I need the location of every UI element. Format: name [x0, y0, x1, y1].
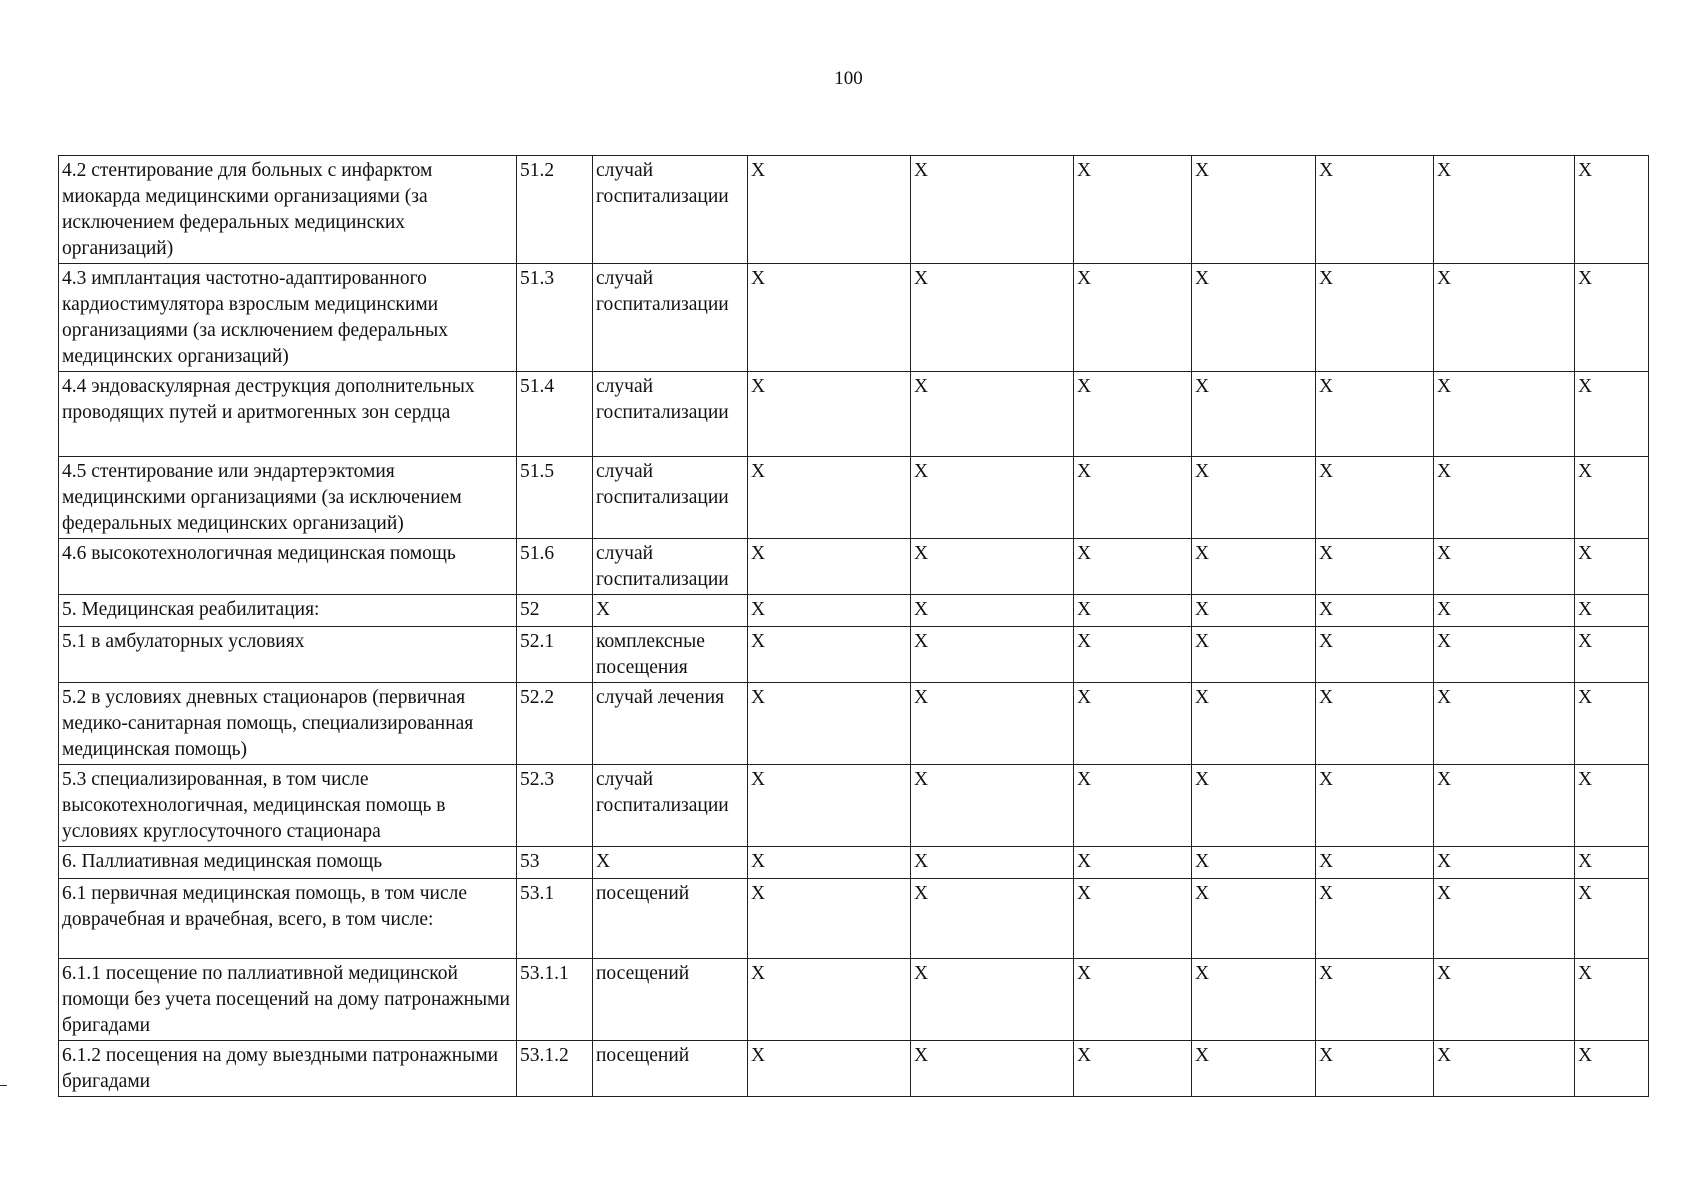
x-cell: X	[911, 457, 1074, 539]
row-name-cell: 4.2 стентирование для больных с инфарктом миокарда медицинскими организациями (за исключением федеральных медицинских организаций)	[59, 156, 517, 264]
x-cell: X	[1074, 765, 1192, 847]
x-cell: X	[911, 765, 1074, 847]
row-code-cell: 51.6	[517, 539, 593, 595]
table-row	[59, 1041, 1649, 1097]
row-code-cell: 53	[517, 847, 593, 879]
table-row	[59, 879, 1649, 959]
row-name-cell: 4.3 имплантация частотно-адаптированного кардиостимулятора взрослым медицинскими организациями (за исключением федеральных медицинских организаций)	[59, 264, 517, 372]
x-cell: X	[1575, 457, 1649, 539]
row-unit-cell: X	[593, 847, 748, 879]
table-row	[59, 683, 1649, 765]
x-cell: X	[1192, 765, 1316, 847]
x-cell: X	[1316, 1041, 1434, 1097]
x-cell: X	[1575, 847, 1649, 879]
x-cell: X	[1434, 879, 1575, 959]
x-cell: X	[1074, 539, 1192, 595]
x-cell: X	[911, 539, 1074, 595]
row-unit-cell: случай лечения	[593, 683, 748, 765]
x-cell: X	[1192, 847, 1316, 879]
x-cell: X	[748, 683, 911, 765]
x-cell: X	[1074, 959, 1192, 1041]
row-code-cell: 52.1	[517, 627, 593, 683]
table-row	[59, 595, 1649, 627]
x-cell: X	[1316, 683, 1434, 765]
x-cell: X	[1074, 1041, 1192, 1097]
x-cell: X	[1575, 595, 1649, 627]
margin-mark	[0, 1085, 7, 1086]
x-cell: X	[1192, 879, 1316, 959]
x-cell: X	[748, 539, 911, 595]
row-name-cell: 5. Медицинская реабилитация:	[59, 595, 517, 627]
x-cell: X	[1316, 156, 1434, 264]
row-code-cell: 51.5	[517, 457, 593, 539]
row-code-cell: 51.2	[517, 156, 593, 264]
row-code-cell: 52.3	[517, 765, 593, 847]
row-unit-cell: посещений	[593, 879, 748, 959]
x-cell: X	[748, 156, 911, 264]
x-cell: X	[1316, 847, 1434, 879]
x-cell: X	[1316, 595, 1434, 627]
x-cell: X	[1316, 879, 1434, 959]
x-cell: X	[748, 1041, 911, 1097]
x-cell: X	[1316, 627, 1434, 683]
x-cell: X	[748, 847, 911, 879]
x-cell: X	[1434, 156, 1575, 264]
table-row	[59, 457, 1649, 539]
x-cell: X	[1074, 156, 1192, 264]
x-cell: X	[748, 627, 911, 683]
x-cell: X	[1434, 959, 1575, 1041]
table-row	[59, 959, 1649, 1041]
x-cell: X	[1575, 879, 1649, 959]
x-cell: X	[1316, 765, 1434, 847]
x-cell: X	[1575, 539, 1649, 595]
x-cell: X	[1575, 765, 1649, 847]
x-cell: X	[911, 1041, 1074, 1097]
row-code-cell: 53.1	[517, 879, 593, 959]
x-cell: X	[911, 264, 1074, 372]
x-cell: X	[1575, 264, 1649, 372]
data-table	[58, 155, 1649, 1097]
x-cell: X	[748, 264, 911, 372]
row-code-cell: 51.4	[517, 372, 593, 457]
row-name-cell: 5.1 в амбулаторных условиях	[59, 627, 517, 683]
table-row	[59, 156, 1649, 264]
row-name-cell: 6. Паллиативная медицинская помощь	[59, 847, 517, 879]
row-unit-cell: комплексные посещения	[593, 627, 748, 683]
x-cell: X	[1074, 457, 1192, 539]
x-cell: X	[1434, 372, 1575, 457]
row-name-cell: 5.3 специализированная, в том числе высокотехнологичная, медицинская помощь в условиях круглосуточного стационара	[59, 765, 517, 847]
x-cell: X	[1074, 595, 1192, 627]
x-cell: X	[1434, 765, 1575, 847]
table-row	[59, 372, 1649, 457]
x-cell: X	[1434, 539, 1575, 595]
x-cell: X	[1192, 156, 1316, 264]
row-name-cell: 6.1.1 посещение по паллиативной медицинской помощи без учета посещений на дому патронажными бригадами	[59, 959, 517, 1041]
x-cell: X	[1434, 595, 1575, 627]
row-unit-cell: случай госпитализации	[593, 156, 748, 264]
x-cell: X	[911, 683, 1074, 765]
x-cell: X	[911, 372, 1074, 457]
row-unit-cell: случай госпитализации	[593, 539, 748, 595]
x-cell: X	[1192, 539, 1316, 595]
x-cell: X	[1192, 1041, 1316, 1097]
x-cell: X	[748, 372, 911, 457]
row-unit-cell: посещений	[593, 959, 748, 1041]
page-number: 100	[834, 68, 863, 89]
x-cell: X	[1434, 457, 1575, 539]
x-cell: X	[1192, 627, 1316, 683]
x-cell: X	[1434, 847, 1575, 879]
row-unit-cell: случай госпитализации	[593, 765, 748, 847]
x-cell: X	[1074, 627, 1192, 683]
row-unit-cell: X	[593, 595, 748, 627]
row-code-cell: 52	[517, 595, 593, 627]
x-cell: X	[1192, 959, 1316, 1041]
x-cell: X	[1074, 879, 1192, 959]
x-cell: X	[911, 879, 1074, 959]
x-cell: X	[1316, 539, 1434, 595]
x-cell: X	[748, 595, 911, 627]
x-cell: X	[1575, 156, 1649, 264]
x-cell: X	[1434, 627, 1575, 683]
x-cell: X	[911, 627, 1074, 683]
row-name-cell: 4.4 эндоваскулярная деструкция дополнительных проводящих путей и аритмогенных зон сердца	[59, 372, 517, 457]
table-row	[59, 264, 1649, 372]
x-cell: X	[1192, 264, 1316, 372]
x-cell: X	[1192, 595, 1316, 627]
x-cell: X	[748, 879, 911, 959]
x-cell: X	[748, 765, 911, 847]
x-cell: X	[1074, 372, 1192, 457]
row-unit-cell: случай госпитализации	[593, 264, 748, 372]
x-cell: X	[1074, 847, 1192, 879]
x-cell: X	[1074, 683, 1192, 765]
x-cell: X	[1316, 959, 1434, 1041]
x-cell: X	[1192, 457, 1316, 539]
row-name-cell: 4.5 стентирование или эндартерэктомия медицинскими организациями (за исключением федеральных медицинских организаций)	[59, 457, 517, 539]
table-row	[59, 539, 1649, 595]
x-cell: X	[911, 847, 1074, 879]
x-cell: X	[1434, 264, 1575, 372]
table-row	[59, 847, 1649, 879]
x-cell: X	[1575, 959, 1649, 1041]
x-cell: X	[1316, 372, 1434, 457]
x-cell: X	[1192, 372, 1316, 457]
x-cell: X	[1575, 627, 1649, 683]
row-code-cell: 53.1.1	[517, 959, 593, 1041]
x-cell: X	[1316, 457, 1434, 539]
row-name-cell: 6.1.2 посещения на дому выездными патронажными бригадами	[59, 1041, 517, 1097]
x-cell: X	[1434, 1041, 1575, 1097]
x-cell: X	[1192, 683, 1316, 765]
table-row	[59, 627, 1649, 683]
x-cell: X	[1575, 683, 1649, 765]
row-unit-cell: посещений	[593, 1041, 748, 1097]
x-cell: X	[748, 457, 911, 539]
row-code-cell: 52.2	[517, 683, 593, 765]
row-code-cell: 53.1.2	[517, 1041, 593, 1097]
row-code-cell: 51.3	[517, 264, 593, 372]
row-unit-cell: случай госпитализации	[593, 457, 748, 539]
x-cell: X	[1434, 683, 1575, 765]
row-unit-cell: случай госпитализации	[593, 372, 748, 457]
x-cell: X	[1575, 1041, 1649, 1097]
row-name-cell: 4.6 высокотехнологичная медицинская помощь	[59, 539, 517, 595]
row-name-cell: 5.2 в условиях дневных стационаров (первичная медико-санитарная помощь, специализированная медицинская помощь)	[59, 683, 517, 765]
row-name-cell: 6.1 первичная медицинская помощь, в том числе доврачебная и врачебная, всего, в том числе:	[59, 879, 517, 959]
x-cell: X	[911, 959, 1074, 1041]
x-cell: X	[1575, 372, 1649, 457]
x-cell: X	[911, 595, 1074, 627]
x-cell: X	[911, 156, 1074, 264]
x-cell: X	[748, 959, 911, 1041]
x-cell: X	[1074, 264, 1192, 372]
x-cell: X	[1316, 264, 1434, 372]
table-row	[59, 765, 1649, 847]
